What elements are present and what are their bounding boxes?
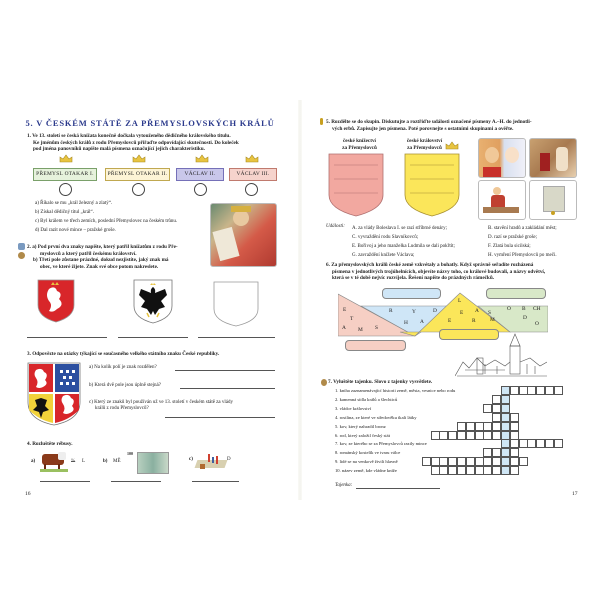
crossword-key-cell[interactable] — [501, 422, 510, 431]
group-work-icon — [321, 379, 327, 386]
crossword-cell[interactable] — [457, 431, 466, 440]
task1-line2: Ke jménům českých králů z rodu Přemyslovců přiřaďte odpovídající skutečnosti. Do koleček — [33, 139, 239, 146]
crossword-cell[interactable] — [519, 439, 528, 448]
shield1-label-line1: české knížectví — [343, 138, 376, 144]
question-3c — [89, 400, 274, 413]
crossword-cell[interactable] — [492, 404, 501, 413]
rebus-a-label: a) — [31, 459, 36, 464]
crossword-cell[interactable] — [466, 466, 475, 475]
page-number: 16 — [25, 491, 31, 497]
answer-line[interactable] — [111, 481, 161, 482]
crossword-cell[interactable] — [431, 457, 440, 466]
clue-2: 2. kamenná sídla králů a šlechticů — [335, 396, 398, 402]
page-number: 17 — [572, 491, 578, 497]
option-d: d) Dal razit nové mince – pražské groše. — [35, 228, 116, 233]
events-label: Události: — [326, 224, 345, 229]
triangle-letter: E — [460, 310, 464, 316]
answer-line[interactable] — [175, 370, 275, 371]
crossword-cell[interactable] — [510, 448, 519, 457]
crossword-cell[interactable] — [457, 466, 466, 475]
crossword-cell[interactable] — [510, 431, 519, 440]
crossword-cell[interactable] — [475, 431, 484, 440]
triangle-letter: L — [458, 298, 462, 304]
question-3a: a) Na kolik polí je znak rozdělen? — [89, 365, 157, 370]
rebus-c-label: c) — [189, 457, 193, 462]
triangle-letter: B — [522, 306, 526, 312]
rebus-b-note: 100 — [127, 451, 133, 456]
crossword-cell[interactable] — [466, 457, 475, 466]
solution-label: Tajenka: — [335, 483, 353, 488]
crossword-cell[interactable] — [448, 466, 457, 475]
golden-bull-document-image — [529, 180, 577, 220]
crossword-key-cell[interactable] — [501, 439, 510, 448]
crossword-cell[interactable] — [510, 466, 519, 475]
triangle-letter: R — [472, 318, 476, 324]
answer-circle[interactable] — [194, 183, 207, 196]
event-a: A. za vlády Boleslava I. se razí stříbrné denáry; — [352, 226, 447, 231]
event-d: D. razí se pražské groše; — [488, 235, 538, 240]
crossword-cell[interactable] — [492, 413, 501, 422]
empty-coat-of-arms-to-draw[interactable] — [213, 281, 259, 327]
crossword-cell[interactable] — [510, 457, 519, 466]
crown-icon — [245, 154, 259, 163]
clue-8: 8. románský kostelík ve tvaru válce — [335, 450, 401, 456]
clue-7: 7. kov, ze kterého se za Přemyslovců razily mince — [335, 441, 427, 447]
crossword-cell[interactable] — [545, 439, 554, 448]
shield2-label — [402, 138, 447, 151]
task4-heading: 4. Rozluštěte rébusy. — [27, 441, 73, 447]
task6-line2: písmena v jednotlivých trojúhelnících, objevíte názvy toho, co králové budovali, a názvy odvětví, — [332, 268, 546, 275]
crossword-cell[interactable] — [510, 413, 519, 422]
eagle-coat-of-arms — [133, 279, 173, 324]
crossword-cell[interactable] — [492, 395, 501, 404]
triangle-letter: S — [375, 325, 378, 331]
task2-line-a1: 2. a) Pod první dva znaky napište, který patřil knížatům z rodu Pře- — [27, 244, 178, 250]
crown-icon — [195, 154, 209, 163]
triangle-letter: A — [420, 319, 424, 325]
clue-4: 4. rostlina, ze které ve středověku tkali látky — [335, 414, 417, 420]
answer-line[interactable] — [40, 481, 90, 482]
answer-line[interactable] — [198, 337, 275, 338]
crossword-cell[interactable] — [545, 386, 554, 395]
event-h: H. vymření Přemyslovců po meči. — [488, 253, 557, 258]
option-a: a) Říkalo se mu „král železný a zlatý“. — [35, 201, 113, 206]
task2-text — [27, 244, 212, 270]
clue-3: 3. vládce království — [335, 405, 372, 411]
crossword-cell[interactable] — [554, 386, 563, 395]
king-label-vaclav-2: VÁCLAV II. — [176, 168, 224, 181]
crossword-key-cell[interactable] — [501, 386, 510, 395]
crossword-cell[interactable] — [510, 439, 519, 448]
crossword-cell[interactable] — [510, 386, 519, 395]
crossword-cell[interactable] — [439, 457, 448, 466]
czech-lion-coat-of-arms — [37, 279, 75, 323]
triangle-letter: Y — [412, 309, 416, 315]
crossword-cell[interactable] — [492, 431, 501, 440]
royal-couple-image — [478, 138, 526, 178]
crossword-cell[interactable] — [448, 457, 457, 466]
crossword-cell[interactable] — [439, 466, 448, 475]
option-b: b) Získal dědičný titul „král“. — [35, 210, 95, 215]
crossword-key-cell[interactable] — [501, 413, 510, 422]
rebus-c-text: D — [227, 457, 231, 462]
clue-1: 1. kniha zaznamenávající historii země, města, vesnice nebo rodu — [335, 388, 456, 393]
rebus-b-label: b) — [103, 459, 108, 464]
shield1-label — [337, 138, 382, 151]
task2-line-b2: obec, ve které žijete. Znak své obce potom nakreslete. — [40, 263, 159, 270]
crown-icon — [445, 141, 459, 150]
crossword-cell[interactable] — [492, 448, 501, 457]
question-3b: b) Která dvě pole jsou úplně stejná? — [89, 383, 161, 388]
task1-line3: pod jména panovníků napište malá písmena označující jejich charakteristiku. — [33, 146, 205, 153]
minter-image — [478, 180, 526, 220]
task6-line1: 6. Za přemyslovských králů české země vzkvétaly a bohatly. Když správně seřadíte rozházená — [326, 262, 534, 268]
right-page — [300, 0, 600, 600]
crossword-key-cell[interactable] — [501, 431, 510, 440]
castle-sketch-image — [455, 332, 547, 378]
crossword-cell[interactable] — [519, 457, 528, 466]
exclamation-icon — [320, 118, 323, 125]
principality-shield-answer-box[interactable] — [328, 153, 384, 217]
shield1-label-line2: za Přemyslovců — [342, 144, 377, 151]
task7-heading: 7. Vyluštěte tajenku. Slovo z tajenky vysvětlete. — [328, 379, 433, 385]
crossword-cell[interactable] — [519, 386, 528, 395]
crossword-cell[interactable] — [527, 386, 536, 395]
question-3c-line1: c) Který ze znaků byl používán už ve 13. století v českém státě za vlády — [89, 400, 233, 405]
task5-line1: 5. Rozdělte se do skupin. Diskutujte a roztřiďte události označené písmeny A.–H. do jednotli- — [326, 119, 532, 125]
triangle-letter: A — [342, 325, 346, 331]
event-f: F. Zlatá bula sicilská; — [488, 244, 531, 249]
answer-line[interactable] — [165, 417, 275, 418]
triangle-letter: A — [475, 308, 479, 314]
triangle-letter: D — [433, 308, 437, 314]
crossword-cell[interactable] — [457, 422, 466, 431]
crossword-key-cell[interactable] — [501, 466, 510, 475]
task6-text — [326, 262, 584, 282]
answer-line[interactable] — [118, 337, 188, 338]
shield2-label-line1: české království — [406, 138, 443, 144]
answer-circle[interactable] — [132, 183, 145, 196]
king-portrait-image — [210, 203, 277, 267]
events-col-2 — [488, 224, 588, 260]
event-g: G. zavraždění knížete Václava; — [352, 253, 415, 258]
king-label-vaclav-3: VÁCLAV III. — [229, 168, 277, 181]
crossword-cell[interactable] — [448, 431, 457, 440]
event-b: B. stavění hradů a zakládání měst; — [488, 226, 557, 231]
crossword-cell[interactable] — [483, 457, 492, 466]
answer-line[interactable] — [27, 337, 107, 338]
task5-line2: vých erbů. Zapisujte jen písmena. Poté porovnejte s ostatními skupinami a ověřte. — [332, 125, 514, 132]
triangle-letter: CH — [533, 306, 541, 312]
cow-image — [40, 452, 68, 472]
rebus-b-text: MĚ — [113, 459, 121, 464]
task2-line-b1: b) Třetí pole zůstane prázdné, dokud nezjistíte, jaký znak má — [33, 257, 169, 264]
answer-box-pink[interactable] — [345, 340, 406, 351]
crossword-cell[interactable] — [439, 431, 448, 440]
task1-text — [27, 133, 282, 153]
crossword-cell[interactable] — [475, 466, 484, 475]
events-col-1 — [352, 224, 477, 260]
chapter-title: 5. V ČESKÉM STÁTĚ ZA PŘEMYSLOVSKÝCH KRÁLŮ — [25, 118, 275, 128]
shield2-label-line2: za Přemyslovců — [407, 144, 442, 151]
crossword-cell[interactable] — [554, 439, 563, 448]
answer-circle[interactable] — [245, 183, 258, 196]
crossword-cell[interactable] — [431, 431, 440, 440]
crossword-cell[interactable] — [475, 457, 484, 466]
group-work-icon — [18, 252, 25, 259]
crossword-cell[interactable] — [457, 457, 466, 466]
crossword-key-cell[interactable] — [501, 457, 510, 466]
task1-line1: 1. Ve 13. století se česká knížata konečně dočkala vytouženého dědičného královského titulu. — [27, 133, 231, 139]
crossword-cell[interactable] — [422, 457, 431, 466]
clue-6: 6. rod, který založil český stát — [335, 432, 390, 438]
crossword-cell[interactable] — [527, 439, 536, 448]
crossword-key-cell[interactable] — [501, 395, 510, 404]
task3-heading: 3. Odpovězte na otázky týkající se současného velkého státního znaku České republiky. — [27, 351, 220, 357]
rebus-a-text: L — [82, 459, 86, 464]
clue-9: 9. lidé se na venkově živili hlavně — [335, 459, 398, 465]
murder-scene-image — [529, 138, 577, 178]
task6-line3: která se v té době nejvíc rozvíjela. Řešení napište do prázdných rámečků. — [332, 275, 494, 282]
crossword-cell[interactable] — [483, 448, 492, 457]
czech-republic-large-coat-of-arms — [27, 362, 81, 426]
event-e: E. Bořivoj a jeho manželka Ludmila se dali pokřtít; — [352, 244, 455, 249]
crown-icon — [132, 154, 146, 163]
crown-icon — [59, 154, 73, 163]
crossword-cell[interactable] — [536, 439, 545, 448]
crossword-cell[interactable] — [475, 422, 484, 431]
crossword-cell[interactable] — [510, 422, 519, 431]
crossword-cell[interactable] — [492, 466, 501, 475]
triangle-letter: D — [523, 315, 527, 321]
chess-board-image — [196, 454, 226, 470]
crossword-cell[interactable] — [466, 431, 475, 440]
triangle-letter: T — [350, 316, 354, 322]
triangle-letter: R — [389, 308, 393, 314]
crossword-cell[interactable] — [536, 386, 545, 395]
triangle-letter: E — [448, 318, 452, 324]
kingdom-shield-answer-box[interactable] — [404, 153, 460, 217]
crossword-cell[interactable] — [483, 422, 492, 431]
answer-line[interactable] — [180, 388, 275, 389]
rebus-a-crossed-letters: % — [71, 459, 76, 464]
king-label-premysl-otakar-2: PŘEMYSL OTAKAR II. — [105, 168, 170, 181]
crossword-key-cell[interactable] — [501, 404, 510, 413]
triangle-letter: M — [358, 327, 363, 333]
triangle-letter: O — [507, 306, 511, 312]
answer-line[interactable] — [192, 481, 239, 482]
solution-answer-line[interactable] — [356, 488, 440, 489]
crossword-cell[interactable] — [492, 457, 501, 466]
clue-5: 5. kov, který nahradil bronz — [335, 423, 386, 429]
crossword-key-cell[interactable] — [501, 448, 510, 457]
crossword-cell[interactable] — [483, 431, 492, 440]
option-c: c) Byl králem ve třech zemích, poslední Přemyslovec na českém trůnu. — [35, 219, 178, 224]
task1-options — [35, 199, 210, 235]
triangle-letter: H — [404, 320, 408, 326]
crossword-cell[interactable] — [483, 404, 492, 413]
crossword-cell[interactable] — [483, 466, 492, 475]
crossword-cell[interactable] — [431, 466, 440, 475]
triangle-letter: M — [490, 317, 495, 323]
king-label-premysl-otakar-1: PŘEMYSL OTAKAR I. — [33, 168, 97, 181]
triangle-letter: S — [488, 310, 491, 316]
triangle-letter: E — [343, 307, 347, 313]
crossword-cell[interactable] — [492, 422, 501, 431]
banknote-image — [137, 452, 169, 474]
computer-icon — [18, 243, 25, 250]
clue-10: 10. název země, kde vládne kníže — [335, 468, 397, 474]
answer-circle[interactable] — [59, 183, 72, 196]
triangle-letter: O — [535, 321, 539, 327]
task2-line-a2: myslovců a který patřil českému království. — [40, 250, 137, 257]
event-c: C. vyvraždění rodu Slavníkovců; — [352, 235, 419, 240]
task5-text — [326, 119, 581, 132]
crossword-cell[interactable] — [466, 422, 475, 431]
question-3c-line2: králů z rodu Přemyslovců? — [95, 406, 149, 412]
